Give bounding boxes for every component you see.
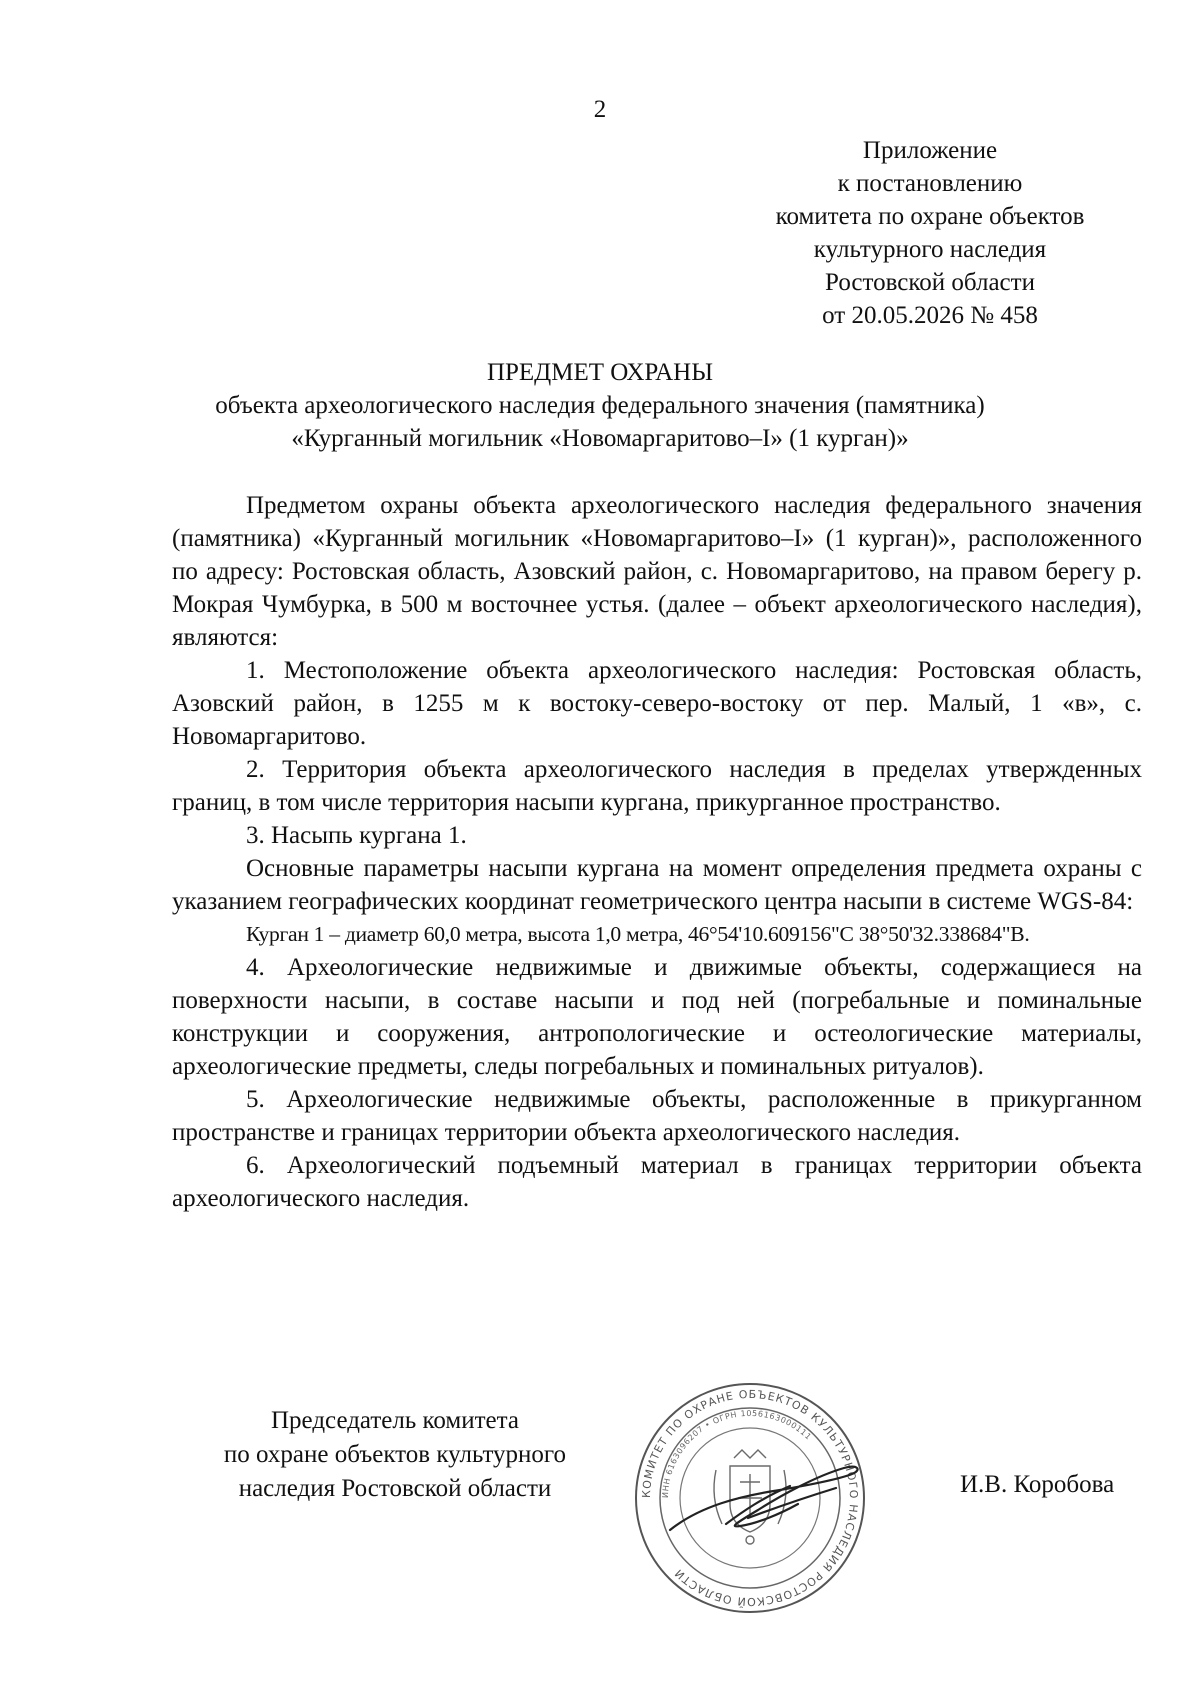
title-heading: ПРЕДМЕТ ОХРАНЫ [486,359,714,386]
annex-block [760,134,1100,332]
signatory-position-line: по охране объектов культурного [223,1441,567,1468]
page-number: 2 [593,96,607,123]
item-immovable-objects: 5. Археологические недвижимые объекты, расположенные в прикурганном пространстве и границах территории объекта археологического наследия. [172,1086,1142,1146]
signatory-position-line: Председатель комитета [271,1407,519,1434]
document-body [172,489,1142,1215]
title-subtitle: объекта археологического наследия федерального значения (памятника) [215,392,985,419]
item-mound: 3. Насыпь кургана 1. [246,822,467,849]
seal-inner-text: ИНН 6163096207 • ОГРН 1056163000111 [660,1408,814,1499]
coat-of-arms-emblem [714,1450,786,1544]
annex-date-number: от 20.05.2026 № 458 [822,302,1038,329]
annex-line: Приложение [862,137,998,164]
handwritten-signature [670,1467,858,1530]
seal-outer-text: КОМИТЕТ ПО ОХРАНЕ ОБЪЕКТОВ КУЛЬТУРНОГО НАСЛЕДИЯ РОСТОВСКОЙ ОБЛАСТИ [639,1387,861,1609]
mound-parameters-paragraph: Основные параметры насыпи кургана на момент определения предмета охраны с указанием географических координат геометрического центра насыпи в системе WGS-84: [172,855,1142,915]
item-location: 1. Местоположение объекта археологического наследия: Ростовская область, Азовский район, в 1255 м к востоку-северо-востоку от пер. Малый, 1 «в», с. Новомаргаритово. [172,657,1142,750]
item-territory: 2. Территория объекта археологического наследия в пределах утвержденных границ, в том числе территория насыпи кургана, прикурганное пространство. [172,756,1142,816]
document-title [0,356,1200,455]
annex-line: Ростовской области [825,269,1035,296]
annex-line: к постановлению [837,170,1023,197]
item-archaeological-objects: 4. Археологические недвижимые и движимые объекты, содержащиеся на поверхности насыпи, в составе насыпи и под ней (погребальные и поминальные конструкции и сооружения, антропологические и остеологические материалы, археологические предметы, следы погребальных и поминальных ритуалов). [172,954,1142,1080]
signatory-name: И.В. Коробова [960,1471,1115,1498]
official-seal [630,1378,870,1618]
intro-paragraph: Предметом охраны объекта археологического наследия федерального значения (памятника) «Курганный могильник «Новомаргаритово–I» (1 курган)», расположенного по адресу: Ростовская область, Азовский район, с. Новомаргаритово, на правом берегу р. Мокрая Чумбурка, в 500 м восточнее устья. (далее – объект археологического наследия), являются: [172,492,1142,651]
annex-line: комитета по охране объектов [775,203,1085,230]
annex-line: культурного наследия [813,236,1047,263]
signatory-position [180,1404,610,1506]
title-object-name: «Курганный могильник «Новомаргаритово–I» (1 курган)» [291,425,909,452]
mound-coordinates: Курган 1 – диаметр 60,0 метра, высота 1,0 метра, 46°54'10.609156"С 38°50'32.338684"В. [246,922,1030,946]
item-surface-material: 6. Археологический подъемный материал в границах территории объекта археологического наследия. [172,1152,1142,1212]
signatory-position-line: наследия Ростовской области [238,1475,552,1502]
